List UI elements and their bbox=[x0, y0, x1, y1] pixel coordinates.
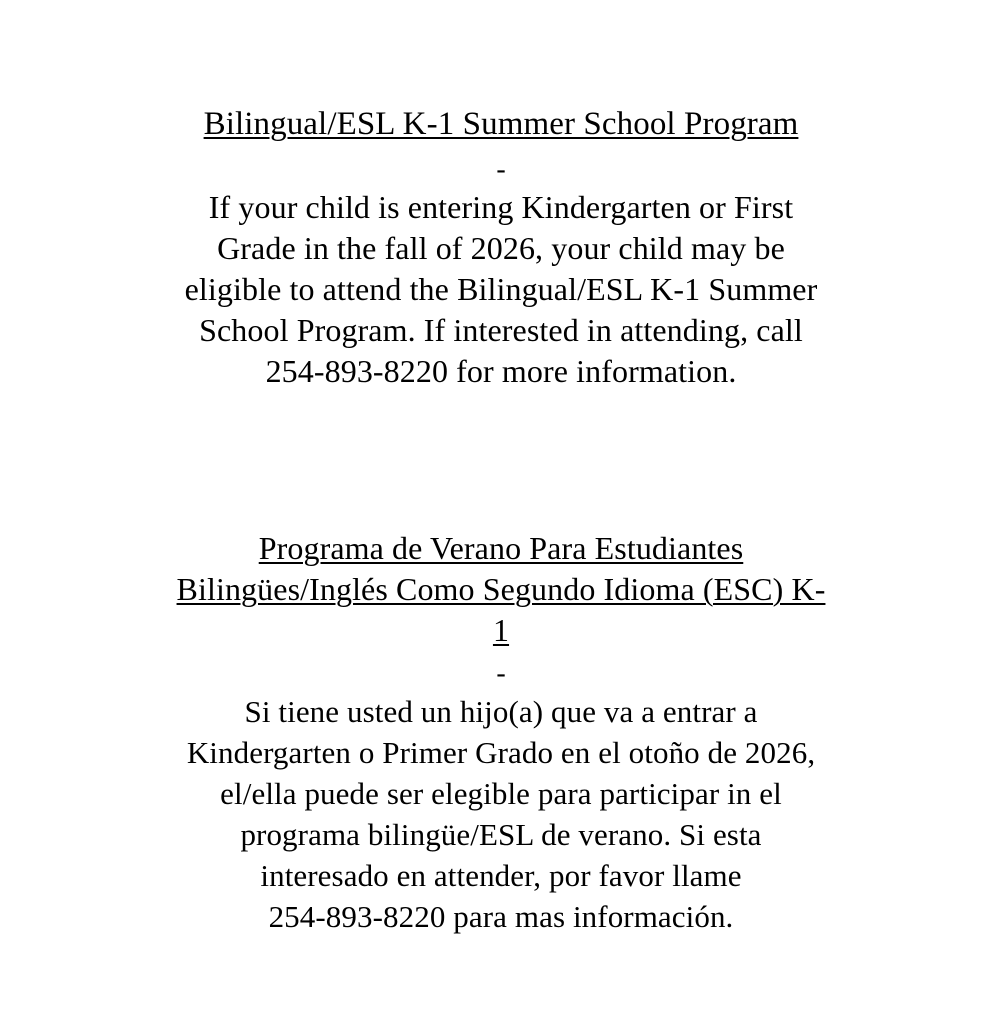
spanish-separator: - bbox=[496, 658, 506, 689]
spanish-title-line: 1 bbox=[492, 612, 510, 648]
spanish-body-line: el/ella puede ser elegible para participar in el bbox=[220, 776, 782, 811]
english-body-paragraph bbox=[151, 187, 851, 392]
spanish-body-line-phone: 254-893-8220 para mas información. bbox=[268, 899, 734, 934]
spanish-body-line: Si tiene usted un hijo(a) que va a entrar a bbox=[244, 694, 758, 729]
spanish-body-line: interesado en attender, por favor llame bbox=[260, 858, 742, 893]
document-content bbox=[151, 0, 851, 937]
english-separator: - bbox=[496, 154, 506, 185]
english-body-line: Grade in the fall of 2026, your child may be bbox=[217, 230, 785, 266]
english-body-line-phone: 254-893-8220 for more information. bbox=[265, 353, 737, 389]
spanish-program-title bbox=[151, 528, 851, 651]
section-spanish bbox=[151, 392, 851, 937]
english-body-line: eligible to attend the Bilingual/ESL K-1 Summer bbox=[184, 271, 818, 307]
spanish-title-line: Programa de Verano Para Estudiantes bbox=[258, 530, 744, 566]
spanish-body-paragraph bbox=[151, 691, 851, 937]
english-body-line: If your child is entering Kindergarten or First bbox=[208, 189, 794, 225]
english-program-title: Bilingual/ESL K-1 Summer School Program bbox=[203, 106, 799, 142]
spanish-body-line: programa bilingüe/ESL de verano. Si esta bbox=[240, 817, 762, 852]
spanish-body-line: Kindergarten o Primer Grado en el otoño de 2026, bbox=[186, 735, 816, 770]
spanish-title-line: Bilingües/Inglés Como Segundo Idioma (ESC) K- bbox=[176, 571, 826, 607]
section-english bbox=[151, 0, 851, 392]
english-body-line: School Program. If interested in attending, call bbox=[199, 312, 803, 348]
